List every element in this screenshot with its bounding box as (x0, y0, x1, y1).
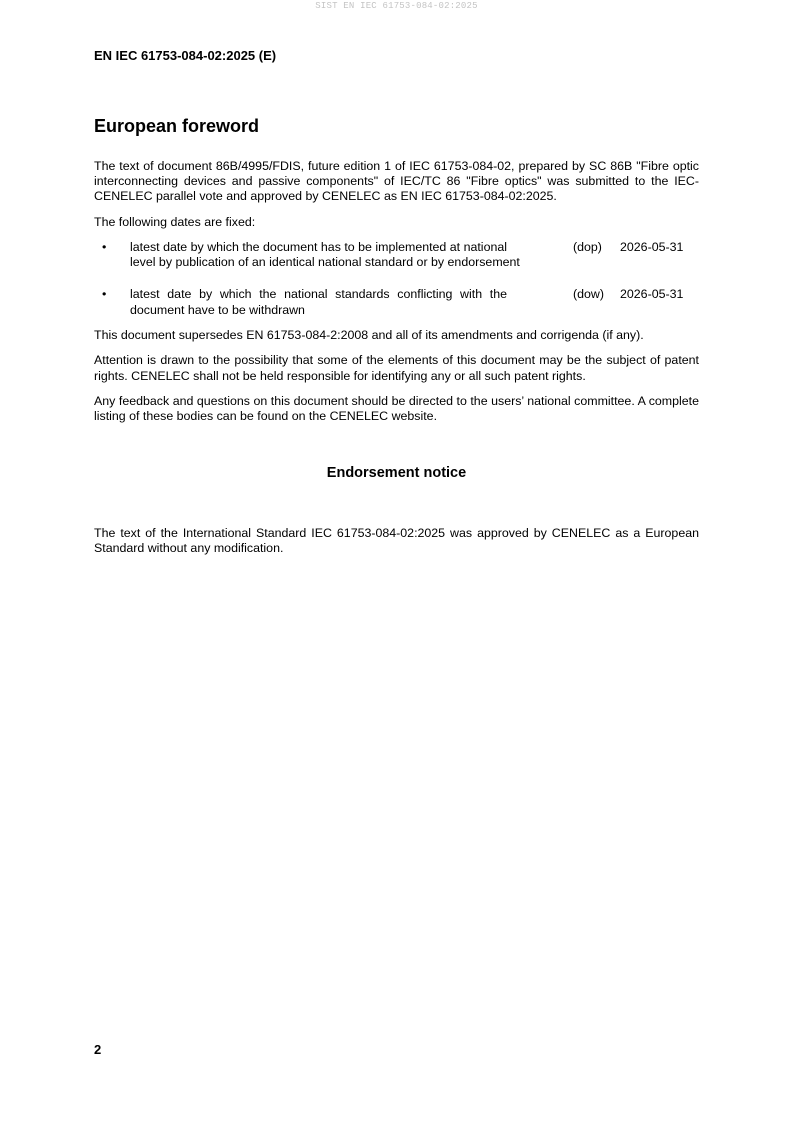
supersedes-paragraph: This document supersedes EN 61753-084-2:2008 and all of its amendments and corrigenda (if any). (94, 328, 644, 343)
date-item-line1: latest date by which the national standards conflicting with the (130, 287, 507, 301)
date-item-line2: level by publication of an identical national standard or by endorsement (130, 255, 520, 270)
bullet-icon: • (102, 287, 107, 301)
foreword-intro-paragraph: The text of document 86B/4995/FDIS, future edition 1 of IEC 61753-084-02, prepared by SC 86B "Fibre optic interconnecting devices and passive components" of IEC/TC 86 "Fibre optics" was submitted to the IEC-CENELEC parallel vote and approved by CENELEC as EN IEC 61753-084-02:2025. (94, 159, 699, 204)
page-number: 2 (94, 1042, 102, 1057)
date-item-description (130, 287, 507, 303)
date-item-dop (94, 240, 699, 271)
date-item-description-cont (130, 303, 642, 319)
dates-list (94, 240, 699, 318)
date-code: (dow) (573, 287, 604, 301)
bullet-icon: • (102, 239, 107, 254)
date-item-dow (94, 287, 699, 318)
date-code: (dop) (573, 239, 602, 254)
feedback-paragraph: Any feedback and questions on this document should be directed to the users’ national committee. A complete listing of these bodies can be found on the CENELEC website. (94, 393, 699, 423)
endorsement-paragraph: The text of the International Standard IEC 61753-084-02:2025 was approved by CENELEC as a European Standard without any modification. (94, 526, 699, 556)
date-value: 2026-05-31 (620, 287, 684, 301)
watermark-text: SIST EN IEC 61753-084-02:2025 (315, 1, 478, 11)
date-item-line2: document have to be withdrawn (130, 302, 305, 317)
dates-intro-paragraph: The following dates are fixed: (94, 214, 256, 229)
document-id-header: EN IEC 61753-084-02:2025 (E) (94, 48, 277, 63)
foreword-title: European foreword (94, 116, 260, 136)
date-item-description-cont (130, 255, 642, 271)
endorsement-title: Endorsement notice (326, 465, 467, 482)
patent-paragraph: Attention is drawn to the possibility that some of the elements of this document may be the subject of patent rights. CENELEC shall not be held responsible for identifying any or all such patent rights. (94, 353, 699, 383)
date-value: 2026-05-31 (620, 239, 684, 254)
date-item-line1: latest date by which the document has to be implemented at national (130, 239, 507, 254)
date-item-description (130, 240, 507, 256)
page-content (94, 114, 699, 567)
